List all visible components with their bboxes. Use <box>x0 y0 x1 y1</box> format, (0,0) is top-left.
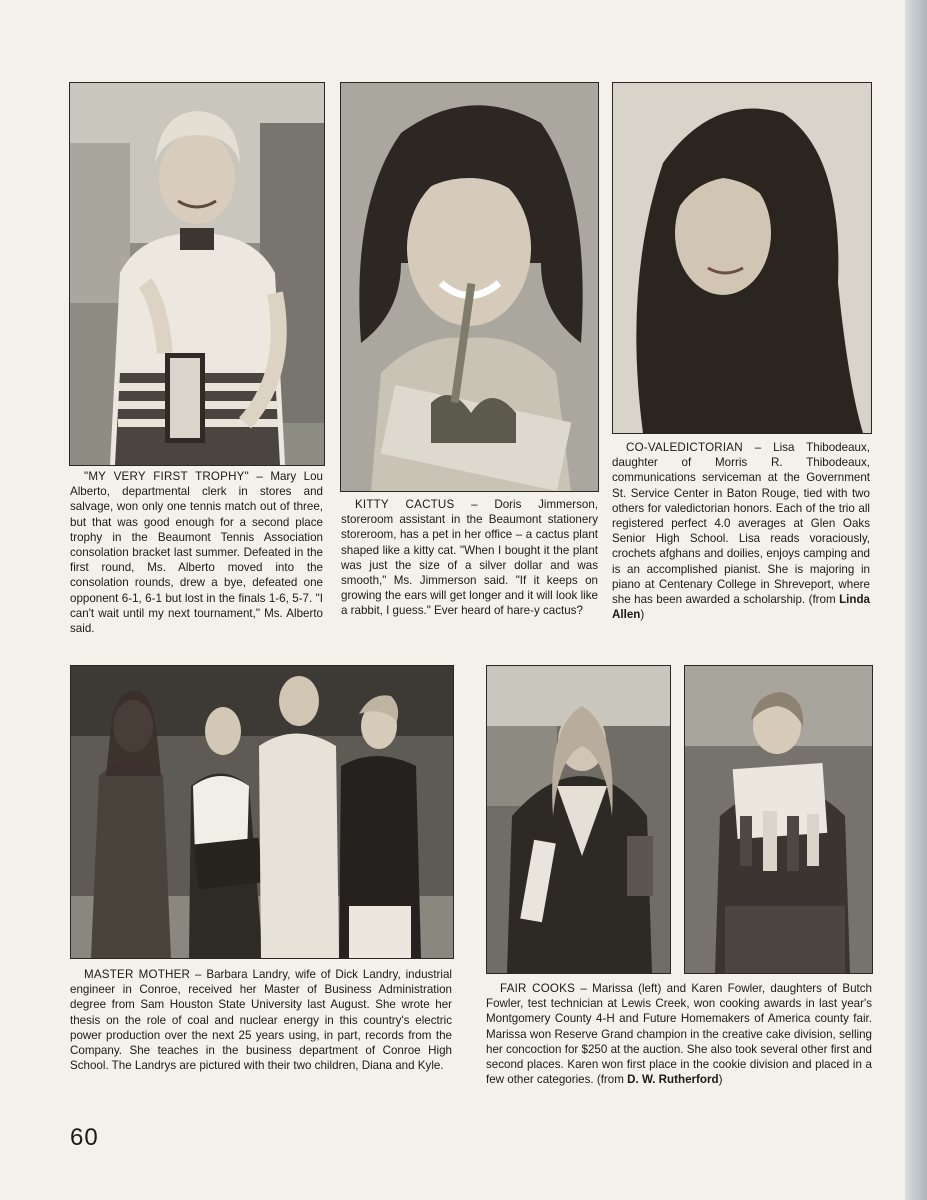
valedictorian-credit: Linda Allen <box>612 593 870 622</box>
family-photo <box>70 665 454 959</box>
cooks-caption <box>486 981 872 1087</box>
valedictorian-caption <box>612 440 870 622</box>
cactus-headline: KITTY CACTUS <box>355 498 455 511</box>
trophy-caption <box>70 469 323 636</box>
cactus-caption <box>341 497 598 619</box>
trophy-photo <box>69 82 325 466</box>
mother-body: – Barbara Landry, wife of Dick Landry, industrial engineer in Conroe, received her Master of Business Administration degree from Sam Houston State University last August. She wrote her thesis on the role of coal and nuclear energy in this country's electric power production over the next 25 years using, in part, records from the Company. She teaches in the business department of Conroe High School. The Landrys are pictured with their two children, Diana and Kyle. <box>70 968 452 1073</box>
cactus-photo <box>340 82 599 492</box>
trophy-body: – Mary Lou Alberto, departmental clerk in stores and salvage, won only one tennis match out of three, but that was good enough for a second place trophy in the Beaumont Tennis Association consolation bracket last summer. Defeated in the first round, Ms. Alberto moved into the consolation rounds, drew a bye, defeated one opponent 6-1, 6-1 but lost in the finals 1-6, 5-7. "I can't wait until my next tournament," Ms. Alberto said. <box>70 470 324 636</box>
valedictorian-headline: CO-VALEDICTORIAN <box>626 441 743 454</box>
cooks-close: ) <box>718 1073 723 1087</box>
page-edge <box>905 0 927 1200</box>
mother-headline: MASTER MOTHER <box>84 968 191 981</box>
cooks-credit: D. W. Rutherford <box>627 1073 719 1087</box>
karen-photo <box>684 665 873 974</box>
valedictorian-photo <box>612 82 872 434</box>
page-number: 60 <box>70 1124 99 1151</box>
trophy-headline: "MY VERY FIRST TROPHY" <box>84 470 249 483</box>
cooks-body: – Marissa (left) and Karen Fowler, daughters of Butch Fowler, test technician at Lewis Creek, won cooking awards in last year's Montgomery County 4-H and Future Homemakers of America county fair. Marissa won Reserve Grand champion in the creative cake division, selling her concoction for $250 at the auction. She also took several other first and second places. Karen won first place in the cookie division and placed in a few other categories. (from <box>486 982 872 1087</box>
valedictorian-body: – Lisa Thibodeaux, daughter of Morris R. Thibodeaux, communications serviceman at the Government St. Service Center in Baton Rouge, tied with two others for valedictorian honors. Each of the trio all registered perfect 4.0 averages at Glen Oaks Senior High School. Lisa reads voraciously, crochets afghans and doilies, enjoys camping and is an accomplished pianist. She is majoring in piano at Centenary College in Shreveport, where she has been awarded a scholarship. (from <box>612 441 870 607</box>
marissa-photo <box>486 665 671 974</box>
valedictorian-close: ) <box>640 608 645 622</box>
cooks-headline: FAIR COOKS <box>500 982 576 995</box>
mother-caption <box>70 967 452 1073</box>
cactus-body: – Doris Jimmerson, storeroom assistant in the Beaumont stationery storeroom, has a pet in her office – a cactus plant shaped like a kitty cat. "When I bought it the plant was just the size of a silver dollar and was smooth," Ms. Jimmerson said. "If it keeps on growing the ears will get longer and it will look like a rabbit, I guess." Ever heard of hare-y cactus? <box>341 498 599 618</box>
